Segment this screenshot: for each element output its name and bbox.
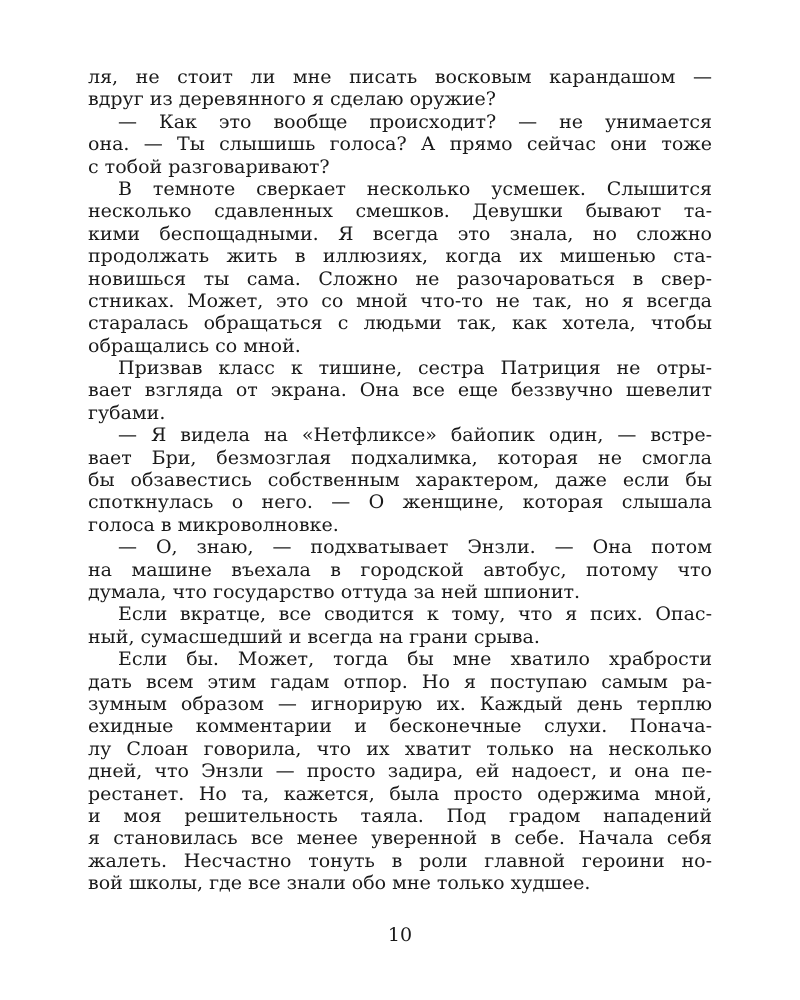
- text-line: дать всем этим гадам отпор. Но я поступаю самым ра-: [88, 670, 712, 693]
- text-line: несколько сдавленных смешков. Девушки бывают та-: [88, 200, 712, 223]
- paragraph: [88, 178, 712, 357]
- text-line: старалась обращаться с людьми так, как хотела, чтобы: [88, 312, 712, 335]
- text-line: — Как это вообще происходит? — не унимается: [118, 110, 712, 133]
- text-line: вой школы, где все знали обо мне только худшее.: [88, 872, 591, 895]
- paragraph: [88, 66, 712, 111]
- paragraph: [88, 603, 712, 648]
- text-line: споткнулась о него. — О женщине, которая слышала: [88, 491, 712, 514]
- page-number: 10: [387, 924, 413, 946]
- paragraph: [88, 536, 712, 603]
- text-line: ный, сумасшедший и всегда на грани срыва.: [88, 625, 540, 648]
- text-line: — О, знаю, — подхватывает Энзли. — Она потом: [118, 536, 712, 559]
- text-line: губами.: [88, 401, 166, 424]
- text-line: зумным образом — игнорирую их. Каждый день терплю: [88, 692, 712, 715]
- paragraph: [88, 648, 712, 894]
- paragraph: [88, 424, 712, 536]
- text-line: стниках. Может, это со мной что-то не так, но я всегда: [88, 289, 712, 312]
- text-line: ехидные комментарии и бесконечные слухи. Поначa-: [88, 715, 712, 738]
- text-line: кими беспощадными. Я всегда это знала, но сложно: [88, 222, 712, 245]
- text-line: В темноте сверкает несколько усмешек. Слышится: [118, 177, 712, 200]
- text-line: дней, что Энзли — просто задира, ей надоест, и она пе-: [88, 760, 712, 783]
- text-line: и моя решительность таяла. Под градом нападений: [88, 804, 712, 827]
- text-line: вдруг из деревянного я сделаю оружие?: [88, 88, 496, 111]
- text-line: новишься ты сама. Сложно не разочароваться в свер-: [88, 267, 712, 290]
- paragraph: [88, 111, 712, 178]
- text-line: ля, не стоит ли мне писать восковым карандашом —: [88, 66, 712, 88]
- text-line: продолжать жить в иллюзиях, когда их мишенью ста-: [88, 245, 712, 268]
- text-line: вает Бри, безмозглая подхалимка, которая не смогла: [88, 446, 712, 469]
- text-line: Если вкратце, все сводится к тому, что я псих. Опас-: [118, 603, 712, 626]
- text-line: обращались со мной.: [88, 334, 301, 357]
- text-line: на машине въехала в городской автобус, потому что: [88, 558, 712, 581]
- paragraph: [88, 357, 712, 424]
- text-line: рестанет. Но та, кажется, была просто одержима мной,: [88, 782, 712, 805]
- text-line: она. — Ты слышишь голоса? А прямо сейчас они тоже: [88, 133, 712, 156]
- text-line: с тобой разговаривают?: [88, 155, 330, 178]
- text-line: думала, что государство оттуда за ней шпионит.: [88, 580, 581, 603]
- text-line: я становилась все менее уверенной в себе. Начала себя: [88, 827, 712, 850]
- text-line: Призвав класс к тишине, сестра Патриция не отры-: [118, 357, 712, 380]
- text-line: голоса в микроволновке.: [88, 513, 339, 536]
- text-line: лу Слоан говорила, что их хватит только на несколько: [88, 737, 712, 760]
- text-line: вает взгляда от экрана. Она все еще беззвучно шевелит: [88, 379, 712, 402]
- text-line: Если бы. Может, тогда бы мне хватило храбрости: [118, 648, 712, 671]
- text-line: — Я видела на «Нетфликсе» байопик один, — встре-: [118, 424, 712, 447]
- text-line: жалеть. Несчастно тонуть в роли главной героини но-: [88, 849, 712, 872]
- book-page-text: [88, 66, 712, 894]
- text-line: бы обзавестись собственным характером, даже если бы: [88, 469, 712, 492]
